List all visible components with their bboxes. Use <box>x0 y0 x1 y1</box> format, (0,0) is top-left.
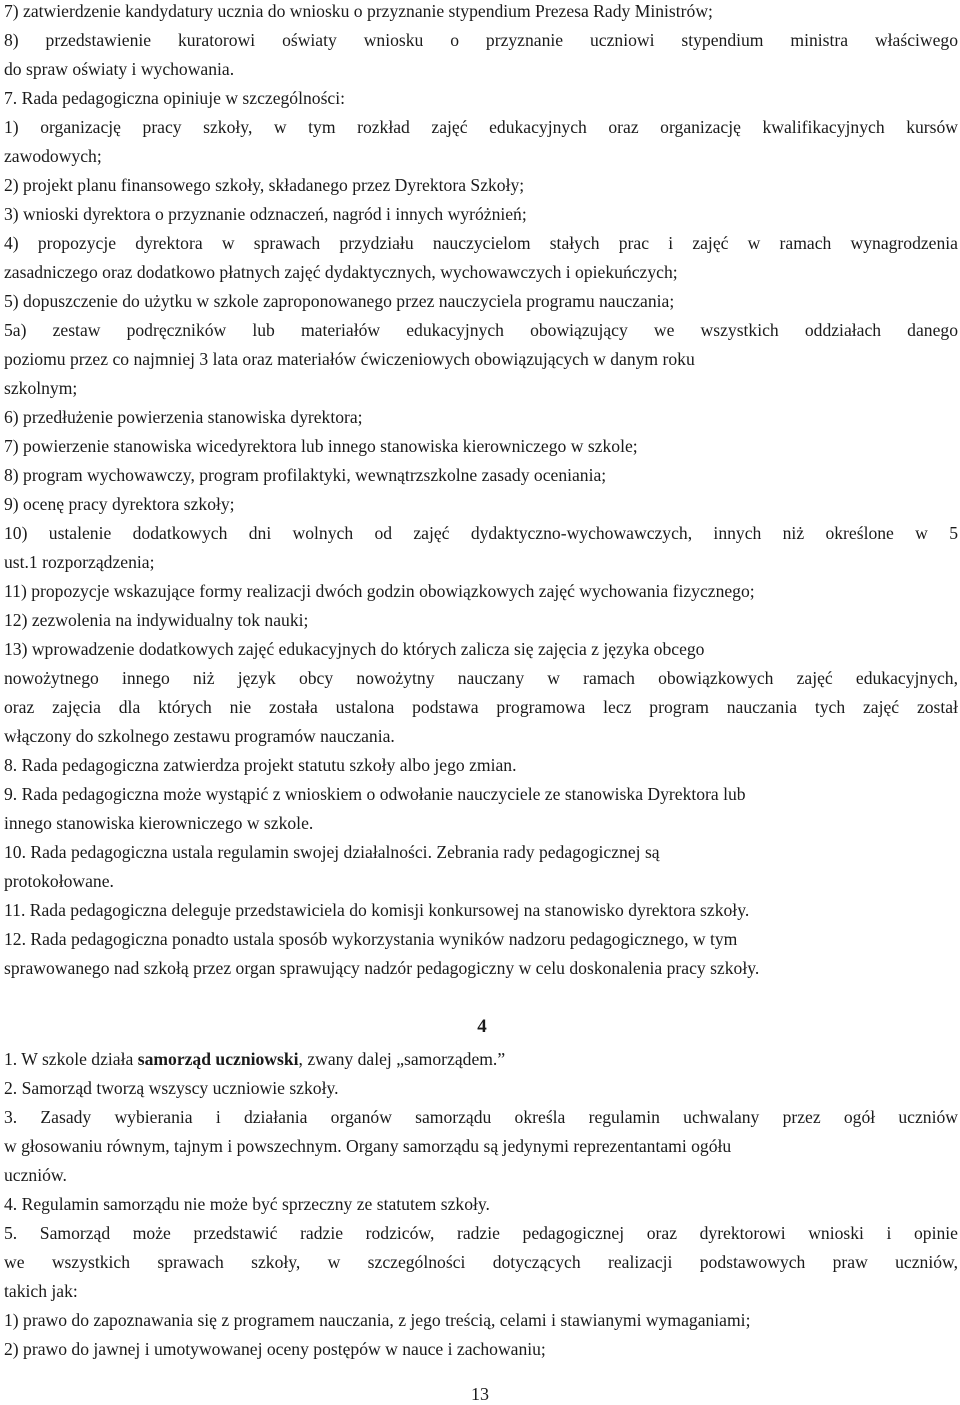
text-line: 10. Rada pedagogiczna ustala regulamin swojej działalności. Zebrania rady pedagogicznej są <box>4 842 660 862</box>
text-line: 5a) zestaw podręczników lub materiałów edukacyjnych obowiązujący we wszystkich oddziałach danego <box>4 320 958 340</box>
text-line: 1) prawo do zapoznawania się z programem nauczania, z jego treścią, celami i stawianymi wymaganiami; <box>4 1310 751 1330</box>
text-line: 13) wprowadzenie dodatkowych zajęć edukacyjnych do których zalicza się zajęcia z języka obcego <box>4 639 705 659</box>
text-line: 8. Rada pedagogiczna zatwierdza projekt statutu szkoły albo jego zmian. <box>4 755 517 775</box>
text-line: 7. Rada pedagogiczna opiniuje w szczególności: <box>4 88 346 108</box>
text-line: takich jak: <box>4 1281 78 1301</box>
text-line: 9. Rada pedagogiczna może wystąpić z wnioskiem o odwołanie nauczyciele ze stanowiska Dyrektora lub <box>4 784 746 804</box>
text-line: 2) projekt planu finansowego szkoły, składanego przez Dyrektora Szkoły; <box>4 175 525 195</box>
text-line: 2) prawo do jawnej i umotywowanej oceny postępów w nauce i zachowaniu; <box>4 1339 546 1359</box>
text-line: poziomu przez co najmniej 3 lata oraz materiałów ćwiczeniowych obowiązujących w danym roku <box>4 349 695 369</box>
text-line: 8) przedstawienie kuratorowi oświaty wniosku o przyznanie uczniowi stypendium ministra właściwego <box>4 30 958 50</box>
text-line: protokołowane. <box>4 871 114 891</box>
text-line: zasadniczego oraz dodatkowo płatnych zajęć dydaktycznych, wychowawczych i opiekuńczych; <box>4 262 678 282</box>
text-line: 10) ustalenie dodatkowych dni wolnych od zajęć dydaktyczno-wychowawczych, innych niż określone w 5 <box>4 523 958 543</box>
text-line: 9) ocenę pracy dyrektora szkoły; <box>4 494 235 514</box>
samorzad-intro-line: 1. W szkole działa samorząd uczniowski, zwany dalej „samorządem.” <box>4 1049 506 1069</box>
text-line: 7) powierzenie stanowiska wicedyrektora lub innego stanowiska kierowniczego w szkole; <box>4 436 638 456</box>
text-line: do spraw oświaty i wychowania. <box>4 59 235 79</box>
text-line: sprawowanego nad szkołą przez organ sprawujący nadzór pedagogiczny w celu doskonalenia pracy szkoły. <box>4 958 760 978</box>
section-heading <box>0 1015 960 1038</box>
text-line: szkolnym; <box>4 378 78 398</box>
text-line: 5. Samorząd może przedstawić radzie rodziców, radzie pedagogicznej oraz dyrektorowi wnioski i opinie <box>4 1223 958 1243</box>
text-line: ust.1 rozporządzenia; <box>4 552 155 572</box>
text-line: w głosowaniu równym, tajnym i powszechnym. Organy samorządu są jedynymi reprezentantami ogółu <box>4 1136 732 1156</box>
text-line: 1) organizację pracy szkoły, w tym rozkład zajęć edukacyjnych oraz organizację kwalifikacyjnych kursów <box>4 117 958 137</box>
samorzad-bold-term: samorząd uczniowski <box>137 1049 299 1069</box>
text-line: zawodowych; <box>4 146 102 166</box>
page-number: 13 <box>471 1384 489 1404</box>
text-line: innego stanowiska kierowniczego w szkole. <box>4 813 314 833</box>
text-line: 6) przedłużenie powierzenia stanowiska dyrektora; <box>4 407 363 427</box>
text-line: 12. Rada pedagogiczna ponadto ustala sposób wykorzystania wyników nadzoru pedagogicznego, w tym <box>4 929 738 949</box>
text-line: 4) propozycje dyrektora w sprawach przydziału nauczycielom stałych prac i zajęć w ramach wynagrodzenia <box>4 233 958 253</box>
text-line: 8) program wychowawczy, program profilaktyki, wewnątrzszkolne zasady oceniania; <box>4 465 607 485</box>
text-line: 3. Zasady wybierania i działania organów samorządu określa regulamin uchwalany przez ogół uczniów <box>4 1107 958 1127</box>
text-line: 4. Regulamin samorządu nie może być sprzeczny ze statutem szkoły. <box>4 1194 490 1214</box>
text-line: 12) zezwolenia na indywidualny tok nauki; <box>4 610 309 630</box>
text-line: 3) wnioski dyrektora o przyznanie odznaczeń, nagród i innych wyróżnień; <box>4 204 527 224</box>
text-line: 11. Rada pedagogiczna deleguje przedstawiciela do komisji konkursowej na stanowisko dyrektora szkoły. <box>4 900 750 920</box>
text-line: we wszystkich sprawach szkoły, w szczególności dotyczących realizacji podstawowych praw uczniów, <box>4 1252 958 1272</box>
text-line: włączony do szkolnego zestawu programów nauczania. <box>4 726 395 746</box>
text-line: 7) zatwierdzenie kandydatury ucznia do wniosku o przyznanie stypendium Prezesa Rady Ministrów; <box>4 1 713 21</box>
text-line: 5) dopuszczenie do użytku w szkole zaproponowanego przez nauczyciela programu nauczania; <box>4 291 675 311</box>
text-line: uczniów. <box>4 1165 67 1185</box>
text-line: 2. Samorząd tworzą wszyscy uczniowie szkoły. <box>4 1078 339 1098</box>
section-number: 4 <box>477 1016 487 1037</box>
text-line: nowożytnego innego niż język obcy nowożytny nauczany w ramach obowiązkowych zajęć edukacyjnych, <box>4 668 958 688</box>
text-line: oraz zajęcia dla których nie została ustalona podstawa programowa lecz program nauczania tych zajęć został <box>4 697 958 717</box>
text-line: 11) propozycje wskazujące formy realizacji dwóch godzin obowiązkowych zajęć wychowania fizycznego; <box>4 581 755 601</box>
